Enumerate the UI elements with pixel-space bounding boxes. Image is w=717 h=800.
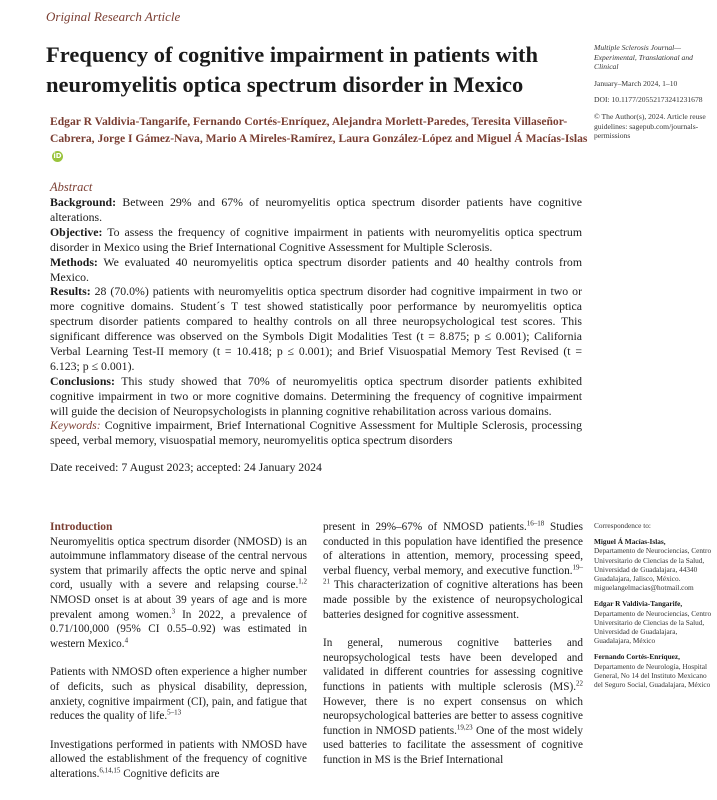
article-type: Original Research Article [46,9,181,24]
citation[interactable]: 22 [576,679,583,688]
text: Investigations performed in patients with NMOSD have allowed the establishment of the frequency of cognitive alterations. [50,738,307,780]
body-column-1 [50,520,307,796]
citation[interactable]: 16–18 [526,519,545,528]
text: In general, numerous cognitive batteries and neuropsychological tests have been developed and validated in different countries for assessing cognitive functions in patients with multiple sclerosis (MS). [323,637,583,693]
text: Studies conducted in this population have identified the presence of alterations in attention, memory, processing speed, verbal fluency, verbal memory, and executive function. [323,521,583,577]
authors-text: Edgar R Valdivia-Tangarife, Fernando Cortés-Enríquez, Alejandra Morlett-Paredes, Teresita Villaseñor-Cabrera, Jorge I Gámez-Nava, Mario A Mireles-Ramírez, Laura González-López and Miguel Á Macías-Islas [50,115,588,145]
correspondence [594,521,714,696]
correspondence-entry [594,599,714,645]
dates: Date received: 7 August 2023; accepted: 24 January 2024 [50,460,322,474]
author-address: Departamento de Neurociencias, Centro Universitario de Ciencias de la Salud, Universidad de Guadalajara, Guadalajara, México [594,608,712,646]
conclusions-label: Conclusions: [50,373,115,388]
citation[interactable]: 6,14,15 [99,766,121,775]
text: This characterization of cognitive alterations has been made possible by the existence of neuropsychological batteries designed for cognitive assessment. [323,579,583,621]
introduction-heading: Introduction [50,521,113,533]
abstract-methods [50,255,582,285]
text: present in 29%–67% of NMOSD patients. [323,521,527,533]
citation[interactable]: 19–21 [323,563,583,586]
methods-label: Methods: [50,254,98,269]
methods-text: We evaluated 40 neuromyelitis optica spectrum disorder patients and 40 healthy controls from Mexico. [50,254,582,284]
conclusions-text: This study showed that 70% of neuromyelitis optica spectrum disorder patients exhibited cognitive impairment in two or more cognitive domains. Determining the frequency of cognitive impairment will guide the decision of Neuropsychologists in planning cognitive rehabilitation across various domains. [50,373,582,418]
author-address: Departamento de Neurología, Hospital General, No 14 del Instituto Mexicano del Seguro Social, Guadalajara, México [594,661,711,690]
author-name: Miguel Á Macías-Islas, [594,537,666,547]
author-name: Edgar R Valdivia-Tangarife, [594,599,683,609]
keywords-text: Cognitive impairment, Brief International Cognitive Assessment for Multiple Sclerosis, processing speed, verbal memory, visuospatial memory, neuromyelitis optica spectrum disorders [50,418,582,447]
orcid-icon[interactable]: iD [53,152,62,160]
abstract-results [50,284,582,373]
text: In 2022, a prevalence of 0.71/100,000 (95% CI 0.55–0.92) was estimated in western Mexico. [50,608,307,650]
paragraph [50,738,307,782]
correspondence-entry [594,537,714,592]
journal-issue: January–March 2024, 1–10 [594,78,678,88]
citation[interactable]: 4 [124,636,129,645]
citation[interactable]: 19,23 [456,722,473,731]
article-title: Frequency of cognitive impairment in patients with neuromyelitis optica spectrum disorder in Mexico [46,42,539,97]
author-address: Departamento de Neurociencias, Centro Universitario de Ciencias de la Salud, Universidad de Guadalajara, 44340 Guadalajara, Jalisco, México. miguelangelmacias@hotmail.com [594,546,712,593]
doi[interactable]: DOI: 10.1177/20552173241231678 [594,95,703,105]
abstract-conclusions [50,374,582,419]
text: Neuromyelitis optica spectrum disorder (NMOSD) is an autoimmune inflammatory disease of the central nervous system that primarily affects the optic nerve and spinal cord, usually with a severe and relapsing course. [50,535,307,592]
correspondence-label: Correspondence to: [594,521,651,530]
objective-text: To assess the frequency of cognitive impairment in patients with neuromyelitis optica spectrum disorder in Mexico using the Brief International Cognitive Assessment for Multiple Sclerosis. [50,224,582,254]
text: One of the most widely used batteries to facilitate the assessment of cognitive function in MS is the Brief International [323,724,583,766]
correspondence-entry [594,652,714,689]
paragraph [50,535,307,652]
text: Patients with NMOSD often experience a higher number of deficits, such as physical disability, depression, anxiety, cognitive impairment (CI), pain, and fatigue that reduces the quality of life. [50,666,307,723]
journal-name: Multiple Sclerosis Journal—Experimental, Translational and Clinical [594,43,693,72]
author-name: Fernando Cortés-Enríquez, [594,652,680,662]
body-column-2 [323,520,583,782]
abstract-background [50,195,582,225]
copyright: © The Author(s), 2024. Article reuse guidelines: sagepub.com/journals-permissions [594,111,706,141]
objective-label: Objective: [50,224,103,239]
keywords-label: Keywords: [50,418,101,432]
abstract-objective [50,225,582,255]
results-label: Results: [50,284,91,299]
citation[interactable]: 5–13 [167,708,182,717]
abstract-heading: Abstract [50,180,93,194]
citation[interactable]: 3 [171,606,176,615]
text: NMOSD onset is at about 39 years of age and is more prevalent among women. [50,593,307,621]
keywords [50,418,582,448]
results-text: 28 (70.0%) patients with neuromyelitis optica spectrum disorder had cognitive impairment in two or more cognitive domains. Student´s T test showed statistically poor performance by neuromyelitis optica spectrum disorder patients compared to healthy controls on all three neuropsychological test scores. This significant difference was observed on the Symbols Digit Modalities Test (t = 8.875; p ≤ 0.001); California Verbal Learning Test-II memory (t = 10.418; p ≤ 0.001); and Brief Visuospatial Memory Test Revised (t = 6.123; p ≤ 0.001). [50,284,582,373]
author-list [50,113,590,164]
paragraph [323,636,583,767]
journal-meta [594,43,712,148]
background-text: Between 29% and 67% of neuromyelitis optica spectrum disorder patients have cognitive alterations. [50,195,582,224]
paragraph [323,520,583,622]
text: Cognitive deficits are [120,767,220,780]
text: However, there is no expert consensus on which neuropsychological batteries are better to assess cognitive function in NMOSD patients. [323,695,583,737]
paragraph [50,665,307,723]
citation[interactable]: 1,2 [298,577,307,586]
background-label: Background: [50,195,116,209]
abstract-body [50,195,582,419]
